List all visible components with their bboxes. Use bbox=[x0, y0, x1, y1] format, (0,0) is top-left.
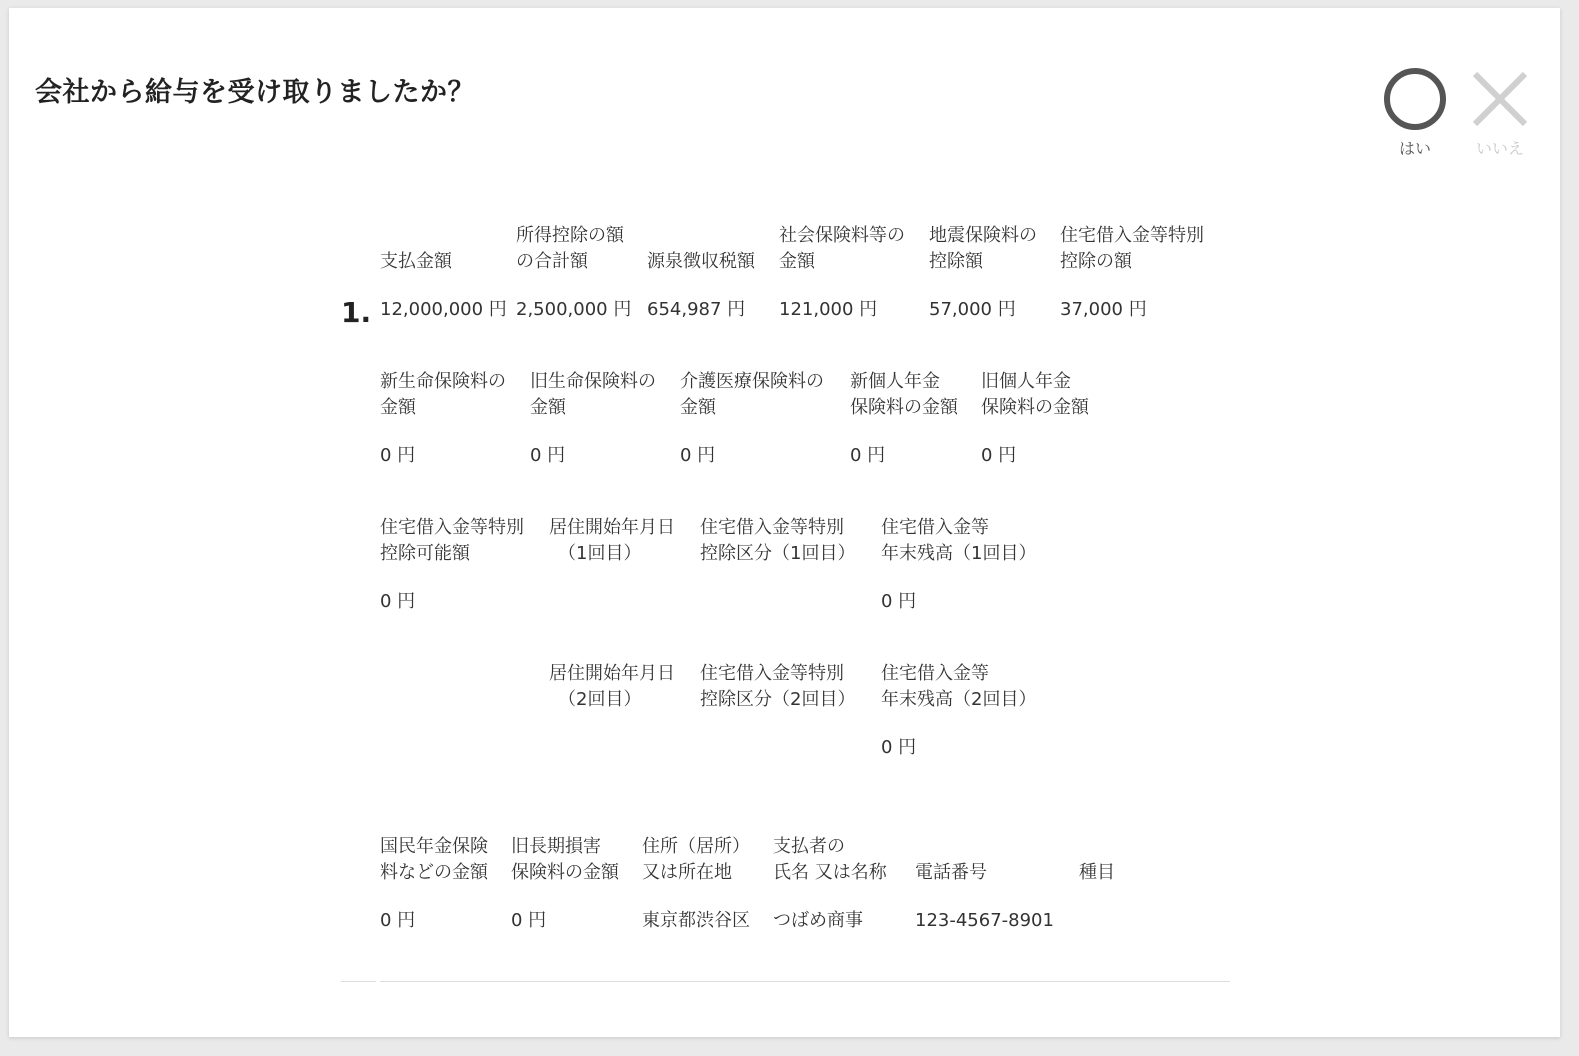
field-label: 支払金額 bbox=[380, 251, 452, 272]
field-value: 0 円 bbox=[530, 445, 566, 466]
field-label: 住宅借入金等特別 控除区分（1回目） bbox=[700, 517, 856, 564]
field-label: 住宅借入金等 年末残高（2回目） bbox=[881, 663, 1037, 710]
field-label: 居住開始年月日 （2回目） bbox=[549, 663, 675, 710]
entry-number: 1. bbox=[341, 296, 372, 329]
cross-icon bbox=[1469, 68, 1531, 130]
field-label: 居住開始年月日 （1回目） bbox=[549, 517, 675, 564]
no-label: いいえ bbox=[1475, 139, 1524, 158]
field-label: 旧生命保険料の 金額 bbox=[530, 371, 656, 418]
field-label: 国民年金保険 料などの金額 bbox=[380, 836, 488, 883]
yes-label: はい bbox=[1398, 139, 1431, 158]
field-label: 住宅借入金等特別 控除区分（2回目） bbox=[700, 663, 856, 710]
field-value: 東京都渋谷区 bbox=[642, 910, 750, 931]
divider bbox=[341, 981, 376, 982]
field-label: 社会保険料等の 金額 bbox=[779, 225, 905, 272]
field-label: 支払者の 氏名 又は名称 bbox=[773, 836, 887, 883]
field-label: 電話番号 bbox=[915, 862, 987, 883]
field-value: 0 円 bbox=[881, 591, 917, 612]
field-label: 新個人年金 保険料の金額 bbox=[850, 371, 958, 418]
yes-button[interactable] bbox=[1380, 68, 1450, 159]
field-label: 地震保険料の 控除額 bbox=[929, 225, 1037, 272]
field-value: 0 円 bbox=[380, 591, 416, 612]
field-label: 旧長期損害 保険料の金額 bbox=[511, 836, 619, 883]
field-label: 旧個人年金 保険料の金額 bbox=[981, 371, 1089, 418]
field-label: 新生命保険料の 金額 bbox=[380, 371, 506, 418]
field-value: 0 円 bbox=[680, 445, 716, 466]
field-value: 0 円 bbox=[511, 910, 547, 931]
field-label: 住所（居所） 又は所在地 bbox=[642, 836, 750, 883]
field-value: 12,000,000 円 bbox=[380, 299, 507, 320]
tax-entry-card bbox=[9, 8, 1560, 1037]
field-label: 種目 bbox=[1079, 862, 1115, 883]
field-label: 住宅借入金等 年末残高（1回目） bbox=[881, 517, 1037, 564]
field-label: 住宅借入金等特別 控除可能額 bbox=[380, 517, 524, 564]
field-value: 0 円 bbox=[380, 445, 416, 466]
divider bbox=[380, 981, 1230, 982]
field-value: 121,000 円 bbox=[779, 299, 878, 320]
field-value: 37,000 円 bbox=[1060, 299, 1147, 320]
circle-icon bbox=[1384, 68, 1446, 130]
no-button[interactable] bbox=[1465, 68, 1535, 159]
field-value: つばめ商事 bbox=[773, 910, 863, 931]
field-value: 57,000 円 bbox=[929, 299, 1016, 320]
question-title: 会社から給与を受け取りましたか？ bbox=[35, 77, 475, 108]
field-value: 0 円 bbox=[881, 737, 917, 758]
field-value: 123-4567-8901 bbox=[915, 910, 1054, 931]
field-label: 住宅借入金等特別 控除の額 bbox=[1060, 225, 1204, 272]
field-label: 介護医療保険料の 金額 bbox=[680, 371, 824, 418]
field-value: 654,987 円 bbox=[647, 299, 746, 320]
field-value: 0 円 bbox=[850, 445, 886, 466]
field-label: 所得控除の額 の合計額 bbox=[516, 225, 624, 272]
field-value: 2,500,000 円 bbox=[516, 299, 632, 320]
field-value: 0 円 bbox=[380, 910, 416, 931]
field-label: 源泉徴収税額 bbox=[647, 251, 755, 272]
field-value: 0 円 bbox=[981, 445, 1017, 466]
